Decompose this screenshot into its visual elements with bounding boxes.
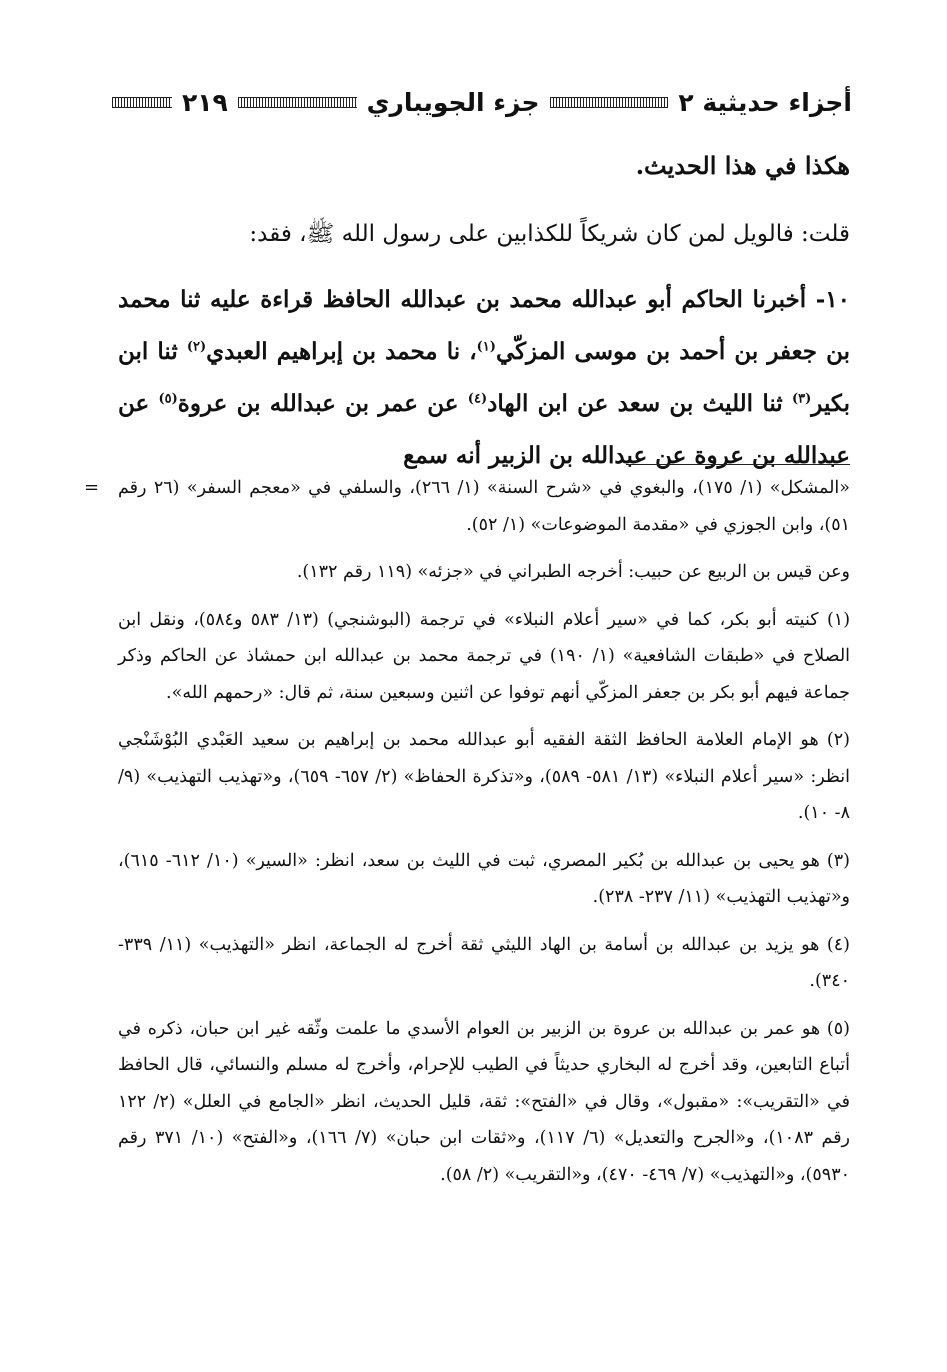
hadith-text: عن عمر بن عبدالله بن عروة [177,390,468,417]
footnote-continuation [84,470,850,543]
footnote-extra: وعن قيس بن الربيع عن حبيب: أخرجه الطبراني في «جزئه» (١١٩ رقم ١٣٢). [296,562,850,582]
continuation-marker: = [84,477,100,498]
header-rule-middle [238,97,357,108]
text-line-1: هكذا في هذا الحديث. [635,151,850,180]
footnote-ref-4: (٤) [467,391,488,407]
running-header [112,82,852,122]
main-text [118,140,850,482]
hadith-text: ثنا الليث بن سعد عن ابن الهاد [487,390,792,417]
part-name: جزء الجويباري [366,87,540,117]
footnote-ref-5: (٥) [158,391,178,407]
footnotes [84,470,851,1204]
book-title: أجزاء حديثية ٢ [678,87,852,117]
footnote-2: (٢) هو الإمام العلامة الحافظ الثقة الفقيه أبو عبدالله محمد بن إبراهيم بن سعيد العَبْدي البُوْشَنْجي انظر: «سير أعلام النبلاء» (١٣/ ٥٨١- ٥٨٩)، و«تذكرة الحفاظ» (٢/ ٦٥٧- ٦٥٩)، و«تهذيب التهذيب» (٩/ ٨- ١٠). [118,730,850,823]
hadith-text: ثنا ابن بكير [118,338,850,417]
footnote-ref-3: (٣) [791,391,812,407]
header-rule-right [550,97,669,108]
footnote-3: (٣) هو يحيى بن عبدالله بن بُكير المصري، ثبت في الليث بن سعد، انظر: «السير» (١٠/ ٦١٢- ٦١٥)، و«تهذيب التهذيب» (١١/ ٢٣٧- ٢٣٨). [118,850,850,907]
footnote-ref-1: (١) [476,339,496,355]
hadith-text: عن عبدالله بن عروة عن عبدالله بن الزبير أنه سمع [118,390,850,469]
footnote-5: (٥) هو عمر بن عبدالله بن عروة بن الزبير بن العوام الأسدي ما علمت وثّقه غير ابن حبان، ذكره في أتباع التابعين، وقد أخرج له البخاري حديثاً في الطيب للإحرام، وأخرج له مسلم والنسائي، قال الحافظ في «التقريب»: «مقبول»، وقال في «الفتح»: ثقة، قليل الحديث، انظر «الجامع في العلل» (٢/ ١٢٢ رقم ١٠٨٣)، و«الجرح والتعديل» (٦/ ١١٧)، و«ثقات ابن حبان» (٧/ ١٦٦)، و«الفتح» (١٠/ ٣٧١ رقم ٥٩٣٠)، و«التهذيب» (٧/ ٤٦٩- ٤٧٠)، و«التقريب» (٢/ ٥٨). [118,1018,851,1185]
text-line-2: قلت: فالويل لمن كان شريكاً للكذابين على رسول الله ﷺ، فقد: [249,221,850,247]
footnote-1: (١) كنيته أبو بكر، كما في «سير أعلام النبلاء» في ترجمة (البوشنجي) (١٣/ ٥٨٣ و٥٨٤)، ونقل ابن الصلاح في «طبقات الشافعية» (١/ ١٩٠) في ترجمة محمد بن عبدالله ابن حمشاذ عن الحاكم وذكر جماعة فيهم أبو بكر بن جعفر المزكّي أنهم توفوا عن اثنين وسبعين سنة، ثم قال: «رحمهم الله». [118,609,851,703]
hadith-text: ، نا محمد بن إبراهيم العبدي [206,338,477,365]
hadith-text: ١٠- أخبرنا الحاكم أبو عبدالله محمد بن عبدالله الحافظ قراءة عليه ثنا محمد بن جعفر بن أحمد بن موسى المزكّي [118,286,850,365]
page-number: ٢١٩ [182,87,228,117]
footnote-4: (٤) هو يزيد بن عبدالله بن أسامة بن الهاد الليثي ثقة أخرج له الجماعة، انظر «التهذيب» (١١/ ٣٣٩- ٣٤٠). [118,934,850,991]
footnote-ref-2: (٢) [186,339,207,355]
hadith-10 [118,274,850,482]
footnote-continuation-text: «المشكل» (١/ ١٧٥)، والبغوي في «شرح السنة» (١/ ٢٦٦)، والسلفي في «معجم السفر» (٢٦ رقم ٥١)، وابن الجوزي في «مقدمة الموضوعات» (١/ ٥٢). [118,478,850,535]
footnote-divider [626,464,850,465]
header-rule-left [112,97,172,108]
